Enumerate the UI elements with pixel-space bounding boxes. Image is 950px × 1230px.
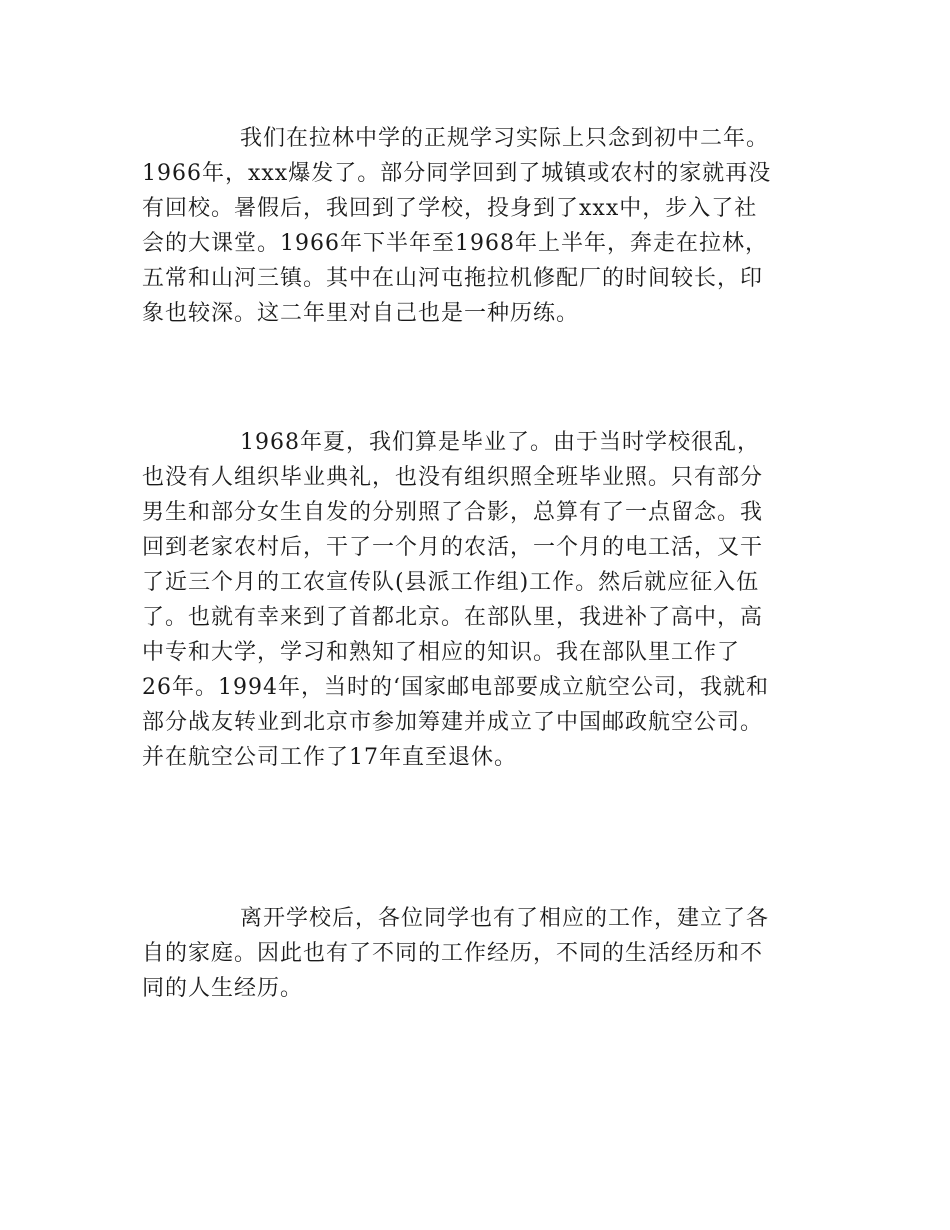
text-line: 了。也就有幸来到了首都北京。在部队里，我进补了高中，高 [142,605,764,630]
text-line: 离开学校后，各位同学也有了相应的工作，建立了各 [240,906,770,931]
text-line: 中专和大学，学习和熟知了相应的知识。我在部队里工作了 [142,640,741,665]
text-line: 26年。1994年，当时的‘国家邮电部要成立航空公司，我就和 [142,675,769,700]
text-line: 有回校。暑假后，我回到了学校，投身到了xxx中，步入了社 [142,196,758,221]
text-line: 同的人生经历。 [142,976,304,1001]
text-line: 并在航空公司工作了17年直至退休。 [142,745,517,770]
paragraph-3 [142,901,814,1006]
text-line: 我们在拉林中学的正规学习实际上只念到初中二年。 [240,126,770,151]
text-line: 了近三个月的工农宣传队(县派工作组)工作。然后就应征入伍 [142,570,760,595]
text-line: 1968年夏，我们算是毕业了。由于当时学校很乱， [240,430,760,455]
text-line: 五常和山河三镇。其中在山河屯拖拉机修配厂的时间较长，印 [142,266,764,291]
text-line: 也没有人组织毕业典礼，也没有组织照全班毕业照。只有部分 [142,465,764,490]
paragraph-2 [142,425,814,775]
text-line: 男生和部分女生自发的分别照了合影，总算有了一点留念。我 [142,500,764,525]
paragraph-1 [142,121,814,331]
text-line: 会的大课堂。1966年下半年至1968年上半年，奔走在拉林， [142,231,768,256]
text-line: 1966年，xxx爆发了。部分同学回到了城镇或农村的家就再没 [142,161,772,186]
text-line: 部分战友转业到北京市参加筹建并成立了中国邮政航空公司。 [142,710,764,735]
text-line: 象也较深。这二年里对自己也是一种历练。 [142,301,580,326]
text-line: 自的家庭。因此也有了不同的工作经历，不同的生活经历和不 [142,941,764,966]
text-line: 回到老家农村后，干了一个月的农活，一个月的电工活，又干 [142,535,764,560]
